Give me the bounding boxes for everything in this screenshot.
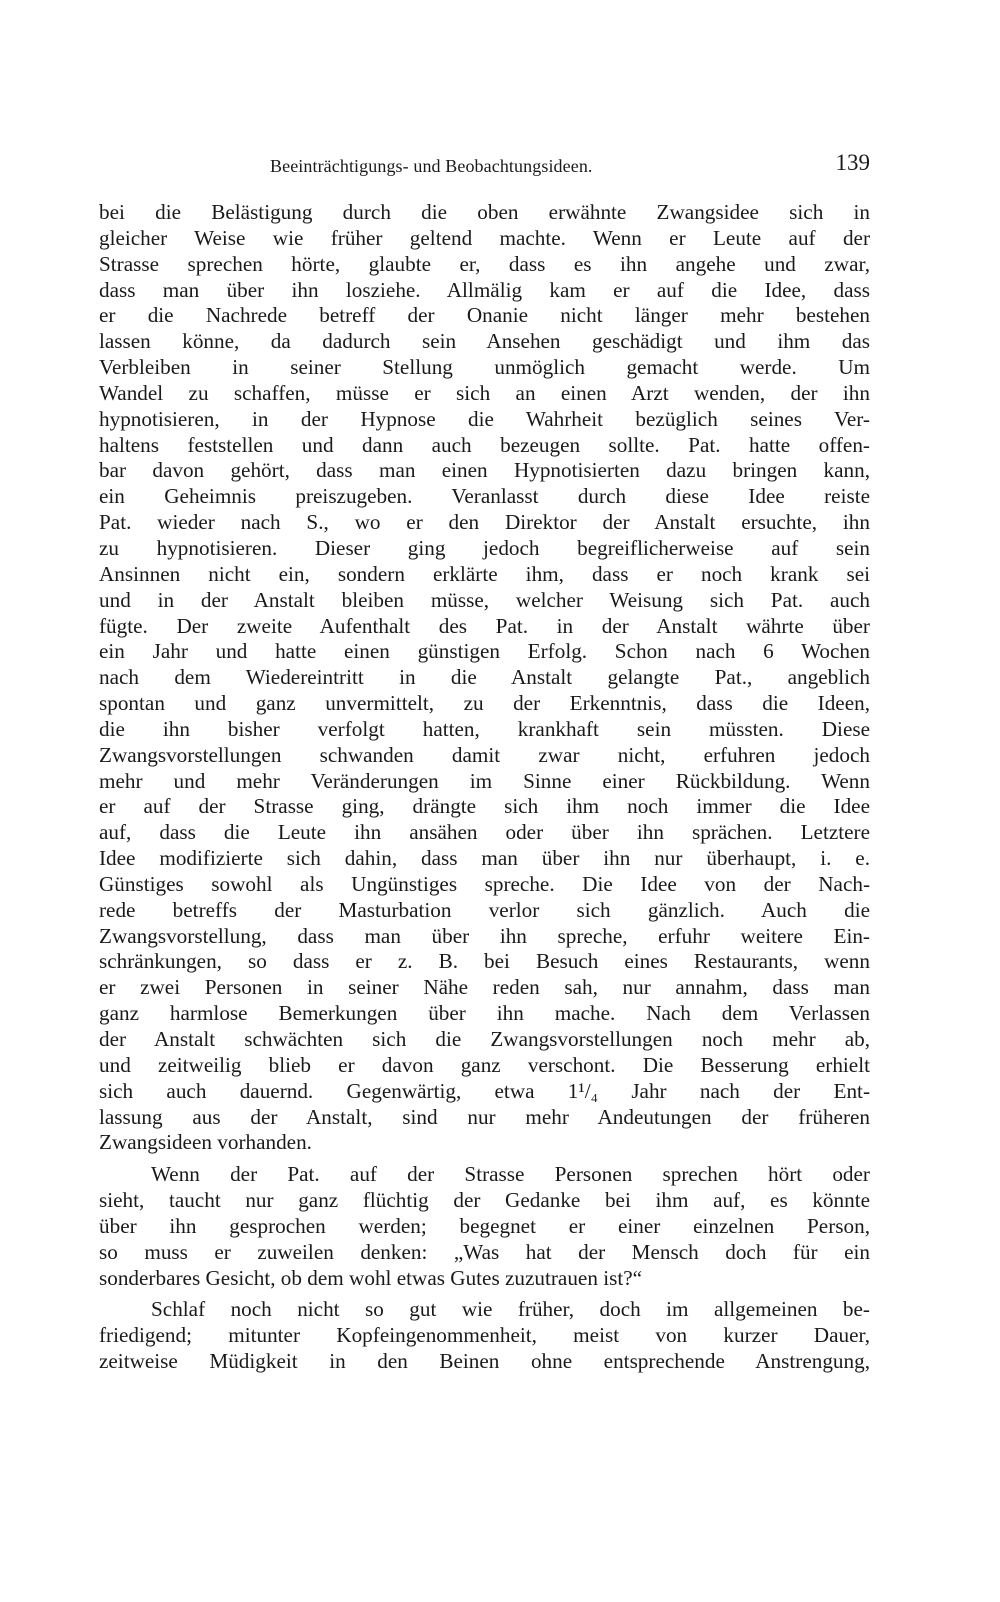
text-line: gleicher Weise wie früher geltend machte. Wenn er Leute auf der: [99, 225, 870, 250]
text-line: bei die Belästigung durch die oben erwähnte Zwangsidee sich in: [99, 200, 870, 224]
paragraph: [99, 200, 870, 1156]
text-line: Wandel zu schaffen, müsse er sich an einen Arzt wenden, der ihn: [99, 380, 870, 405]
text-line: rede betreffs der Masturbation verlor sich gänzlich. Auch die: [99, 897, 870, 922]
text-line: zu hypnotisieren. Dieser ging jedoch begreiflicherweise auf sein: [99, 535, 870, 560]
text-line: ein Geheimnis preiszugeben. Veranlasst durch diese Idee reiste: [99, 484, 870, 509]
text-line: sonderbares Gesicht, ob dem wohl etwas Gutes zuzutrauen ist?“: [99, 1265, 643, 1290]
text-line: Wenn der Pat. auf der Strasse Personen sprechen hört oder: [151, 1162, 870, 1187]
text-line: Ansinnen nicht ein, sondern erklärte ihm, dass er noch krank sei: [99, 561, 870, 586]
text-line: haltens feststellen und dann auch bezeugen sollte. Pat. hatte offen-: [99, 432, 870, 457]
text-line: die ihn bisher verfolgt hatten, krankhaft sein müssten. Diese: [99, 716, 870, 741]
text-line: Pat. wieder nach S., wo er den Direktor der Anstalt ersuchte, ihn: [99, 510, 870, 535]
text-line: auf, dass die Leute ihn ansähen oder über ihn sprächen. Letztere: [99, 820, 870, 845]
text-line: sich auch dauernd. Gegenwärtig, etwa 1¹/₄ Jahr nach der Ent-: [99, 1078, 870, 1103]
text-line: friedigend; mitunter Kopfeingenommenheit, meist von kurzer Dauer,: [99, 1323, 870, 1348]
text-line: ganz harmlose Bemerkungen über ihn mache. Nach dem Verlassen: [99, 1001, 870, 1026]
text-line: spontan und ganz unvermittelt, zu der Erkenntnis, dass die Ideen,: [99, 691, 870, 716]
text-line: nach dem Wiedereintritt in die Anstalt gelangte Pat., angeblich: [99, 665, 870, 690]
text-line: schränkungen, so dass er z. B. bei Besuch eines Restaurants, wenn: [99, 949, 870, 974]
page-number: 139: [835, 150, 870, 175]
body-text: [99, 200, 870, 1375]
text-line: Zwangsideen vorhanden.: [99, 1130, 312, 1155]
paragraph: [99, 1162, 870, 1291]
text-line: Idee modifizierte sich dahin, dass man über ihn nur überhaupt, i. e.: [99, 846, 870, 871]
text-line: bar davon gehört, dass man einen Hypnotisierten dazu bringen kann,: [99, 458, 870, 483]
text-line: er auf der Strasse ging, drängte sich ihm noch immer die Idee: [99, 794, 870, 819]
text-line: und in der Anstalt bleiben müsse, welcher Weisung sich Pat. auch: [99, 587, 870, 612]
running-title: Beeinträchtigungs- und Beobachtungsideen.: [270, 156, 593, 176]
text-line: er die Nachrede betreff der Onanie nicht länger mehr bestehen: [99, 303, 870, 328]
text-line: Günstiges sowohl als Ungünstiges spreche. Die Idee von der Nach-: [99, 871, 870, 896]
text-line: zeitweise Müdigkeit in den Beinen ohne entsprechende Anstrengung,: [99, 1349, 870, 1374]
text-line: über ihn gesprochen werden; begegnet er einer einzelnen Person,: [99, 1213, 870, 1238]
text-line: so muss er zuweilen denken: „Was hat der Mensch doch für ein: [99, 1239, 870, 1264]
text-line: Strasse sprechen hörte, glaubte er, dass es ihn angehe und zwar,: [99, 251, 870, 276]
text-line: dass man über ihn losziehe. Allmälig kam er auf die Idee, dass: [99, 277, 870, 302]
text-line: Zwangsvorstellung, dass man über ihn spreche, erfuhr weitere Ein-: [99, 923, 870, 948]
text-line: fügte. Der zweite Aufenthalt des Pat. in der Anstalt währte über: [99, 613, 870, 638]
page-header: [270, 150, 870, 180]
text-line: der Anstalt schwächten sich die Zwangsvorstellungen noch mehr ab,: [99, 1027, 870, 1051]
text-line: ein Jahr und hatte einen günstigen Erfolg. Schon nach 6 Wochen: [99, 639, 870, 664]
text-line: Schlaf noch nicht so gut wie früher, doch im allgemeinen be-: [151, 1297, 870, 1322]
text-line: lassen könne, da dadurch sein Ansehen geschädigt und ihm das: [99, 329, 870, 354]
text-line: sieht, taucht nur ganz flüchtig der Gedanke bei ihm auf, es könnte: [99, 1188, 870, 1213]
text-line: und zeitweilig blieb er davon ganz verschont. Die Besserung erhielt: [99, 1052, 870, 1077]
text-line: Verbleiben in seiner Stellung unmöglich gemacht werde. Um: [99, 355, 870, 380]
text-line: mehr und mehr Veränderungen im Sinne einer Rückbildung. Wenn: [99, 768, 870, 793]
text-line: er zwei Personen in seiner Nähe reden sah, nur annahm, dass man: [99, 975, 870, 1000]
text-line: Zwangsvorstellungen schwanden damit zwar nicht, erfuhren jedoch: [99, 742, 870, 767]
text-line: hypnotisieren, in der Hypnose die Wahrheit bezüglich seines Ver-: [99, 406, 870, 431]
text-line: lassung aus der Anstalt, sind nur mehr Andeutungen der früheren: [99, 1104, 870, 1129]
paragraph: [99, 1297, 870, 1375]
